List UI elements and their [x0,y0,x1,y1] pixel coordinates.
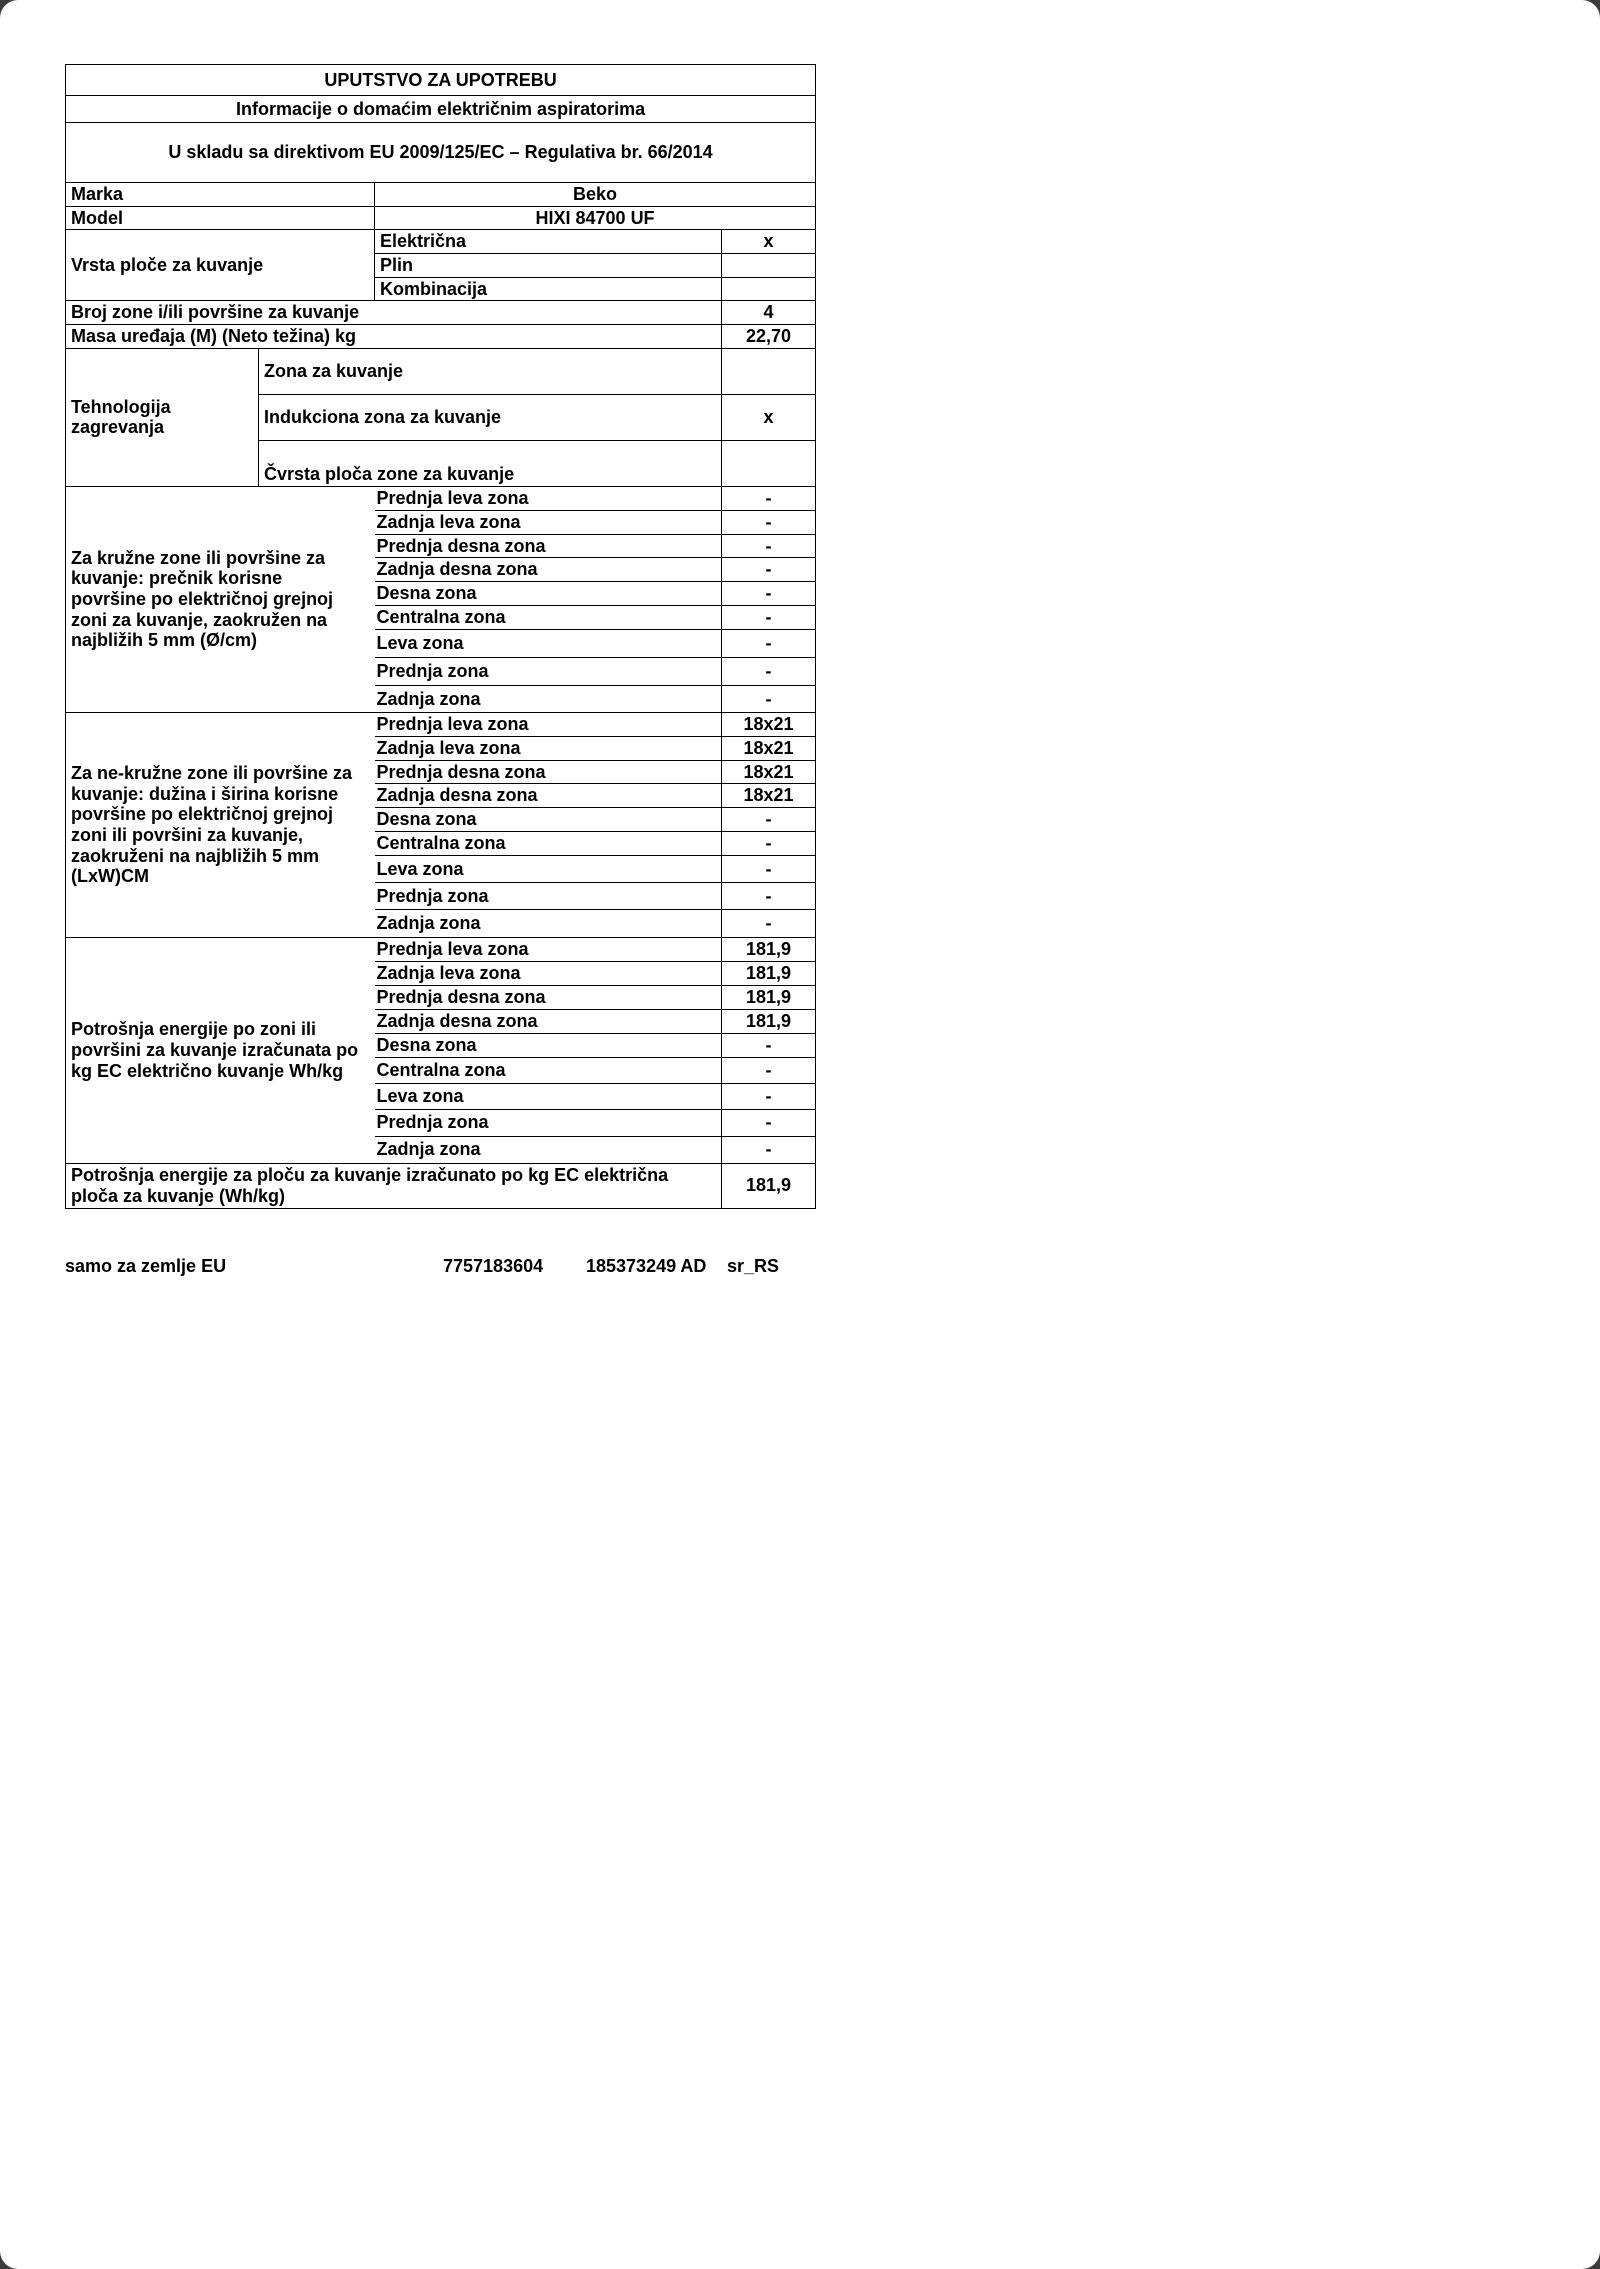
noncircular-zone-spacer [367,712,375,937]
footer-code-2: 185373249 AD [586,1256,707,1276]
noncircular-zone-value: - [722,910,816,938]
energy-zone-value: - [722,1057,816,1083]
circular-zone-zone: Zadnja leva zona [375,510,722,534]
circular-zone-value: - [722,582,816,606]
hob-type-option-value [722,254,816,278]
circular-zone-value: - [722,605,816,629]
noncircular-zone-zone: Prednja leva zona [375,712,722,736]
noncircular-zone-value: 18x21 [722,736,816,760]
noncircular-zone-value: - [722,856,816,883]
hob-type-option-value: x [722,230,816,254]
circular-zone-zone: Leva zona [375,629,722,657]
energy-zone-value: - [722,1109,816,1136]
energy-zone-zone: Desna zona [375,1033,722,1057]
circular-zone-value: - [722,534,816,558]
circular-zone-value: - [722,510,816,534]
noncircular-zone-zone: Centralna zona [375,832,722,856]
energy-zone-value: 181,9 [722,985,816,1009]
product-info-table [65,64,816,1209]
noncircular-zone-value: - [722,832,816,856]
mass-value: 22,70 [722,325,816,349]
noncircular-zone-value: 18x21 [722,784,816,808]
model-value: HIXI 84700 UF [375,206,816,230]
energy-zone-zone: Prednja desna zona [375,985,722,1009]
circular-zone-zone: Desna zona [375,582,722,606]
heating-tech-option-label: Indukciona zona za kuvanje [259,394,722,440]
energy-zone-value: - [722,1136,816,1163]
footer-note: samo za zemlje EU [65,1256,227,1276]
circular-zone-value: - [722,685,816,712]
noncircular-zone-zone: Prednja zona [375,883,722,910]
footer-code-1: 7757183604 [443,1256,544,1276]
hob-type-option-label: Električna [375,230,722,254]
zones-count-value: 4 [722,301,816,325]
brand-value: Beko [375,183,816,207]
circular-zone-spacer [367,486,375,712]
energy-zone-zone: Zadnja desna zona [375,1009,722,1033]
zones-count-label: Broj zone i/ili površine za kuvanje [66,301,722,325]
noncircular-zone-zone: Leva zona [375,856,722,883]
hob-type-option-label: Kombinacija [375,277,722,301]
heating-tech-option-value [722,440,816,486]
hob-type-label: Vrsta ploče za kuvanje [66,230,375,301]
circular-zone-zone: Zadnja desna zona [375,558,722,582]
heating-tech-label: Tehnologija zagrevanja [66,348,259,486]
energy-zone-zone: Leva zona [375,1083,722,1109]
energy-zone-value: - [722,1033,816,1057]
model-label: Model [66,206,375,230]
energy-zone-zone: Zadnja leva zona [375,962,722,986]
hob-type-option-value [722,277,816,301]
footer [65,1256,815,1282]
energy-zone-label: Potrošnja energije po zoni ili površini za kuvanje izračunata po kg EC električno kuvanje Wh/kg [66,938,367,1163]
energy-zone-spacer [367,938,375,1163]
noncircular-zone-value: 18x21 [722,712,816,736]
circular-zone-value: - [722,486,816,510]
energy-zone-value: - [722,1083,816,1109]
hob-type-option-label: Plin [375,254,722,278]
brand-label: Marka [66,183,375,207]
energy-hob-value: 181,9 [722,1163,816,1208]
circular-zone-zone: Prednja desna zona [375,534,722,558]
circular-zone-zone: Zadnja zona [375,685,722,712]
noncircular-zone-zone: Zadnja leva zona [375,736,722,760]
circular-zone-zone: Prednja leva zona [375,486,722,510]
energy-zone-zone: Prednja zona [375,1109,722,1136]
mass-label: Masa uređaja (M) (Neto težina) kg [66,325,722,349]
directive-text: U skladu sa direktivom EU 2009/125/EC – Regulativa br. 66/2014 [66,123,816,183]
noncircular-zone-zone: Zadnja desna zona [375,784,722,808]
heating-tech-option-label: Čvrsta ploča zone za kuvanje [259,440,722,486]
circular-zone-zone: Prednja zona [375,657,722,685]
heating-tech-option-label: Zona za kuvanje [259,348,722,394]
circular-zone-zone: Centralna zona [375,605,722,629]
heating-tech-option-value [722,348,816,394]
circular-zone-value: - [722,629,816,657]
circular-zone-label: Za kružne zone ili površine za kuvanje: prečnik korisne površine po električnoj grejnoj zoni za kuvanje, zaokružen na najbližih 5 mm (Ø/cm) [66,486,367,712]
energy-zone-zone: Zadnja zona [375,1136,722,1163]
energy-zone-zone: Prednja leva zona [375,938,722,962]
energy-zone-value: 181,9 [722,1009,816,1033]
noncircular-zone-value: - [722,883,816,910]
noncircular-zone-label: Za ne-kružne zone ili površine za kuvanje: dužina i širina korisne površine po električnoj grejnoj zoni ili površini za kuvanje, zaokruženi na najbližih 5 mm (LxW)CM [66,712,367,937]
energy-hob-label: Potrošnja energije za ploču za kuvanje izračunato po kg EC električna ploča za kuvanje (Wh/kg) [66,1163,722,1208]
heating-tech-option-value: x [722,394,816,440]
noncircular-zone-zone: Zadnja zona [375,910,722,938]
energy-zone-value: 181,9 [722,962,816,986]
energy-zone-value: 181,9 [722,938,816,962]
circular-zone-value: - [722,558,816,582]
noncircular-zone-value: - [722,808,816,832]
footer-locale: sr_RS [727,1256,780,1276]
document-subtitle: Informacije o domaćim električnim aspiratorima [66,96,816,123]
energy-zone-zone: Centralna zona [375,1057,722,1083]
noncircular-zone-zone: Prednja desna zona [375,760,722,784]
noncircular-zone-zone: Desna zona [375,808,722,832]
noncircular-zone-value: 18x21 [722,760,816,784]
document-title: UPUTSTVO ZA UPOTREBU [66,65,816,96]
circular-zone-value: - [722,657,816,685]
